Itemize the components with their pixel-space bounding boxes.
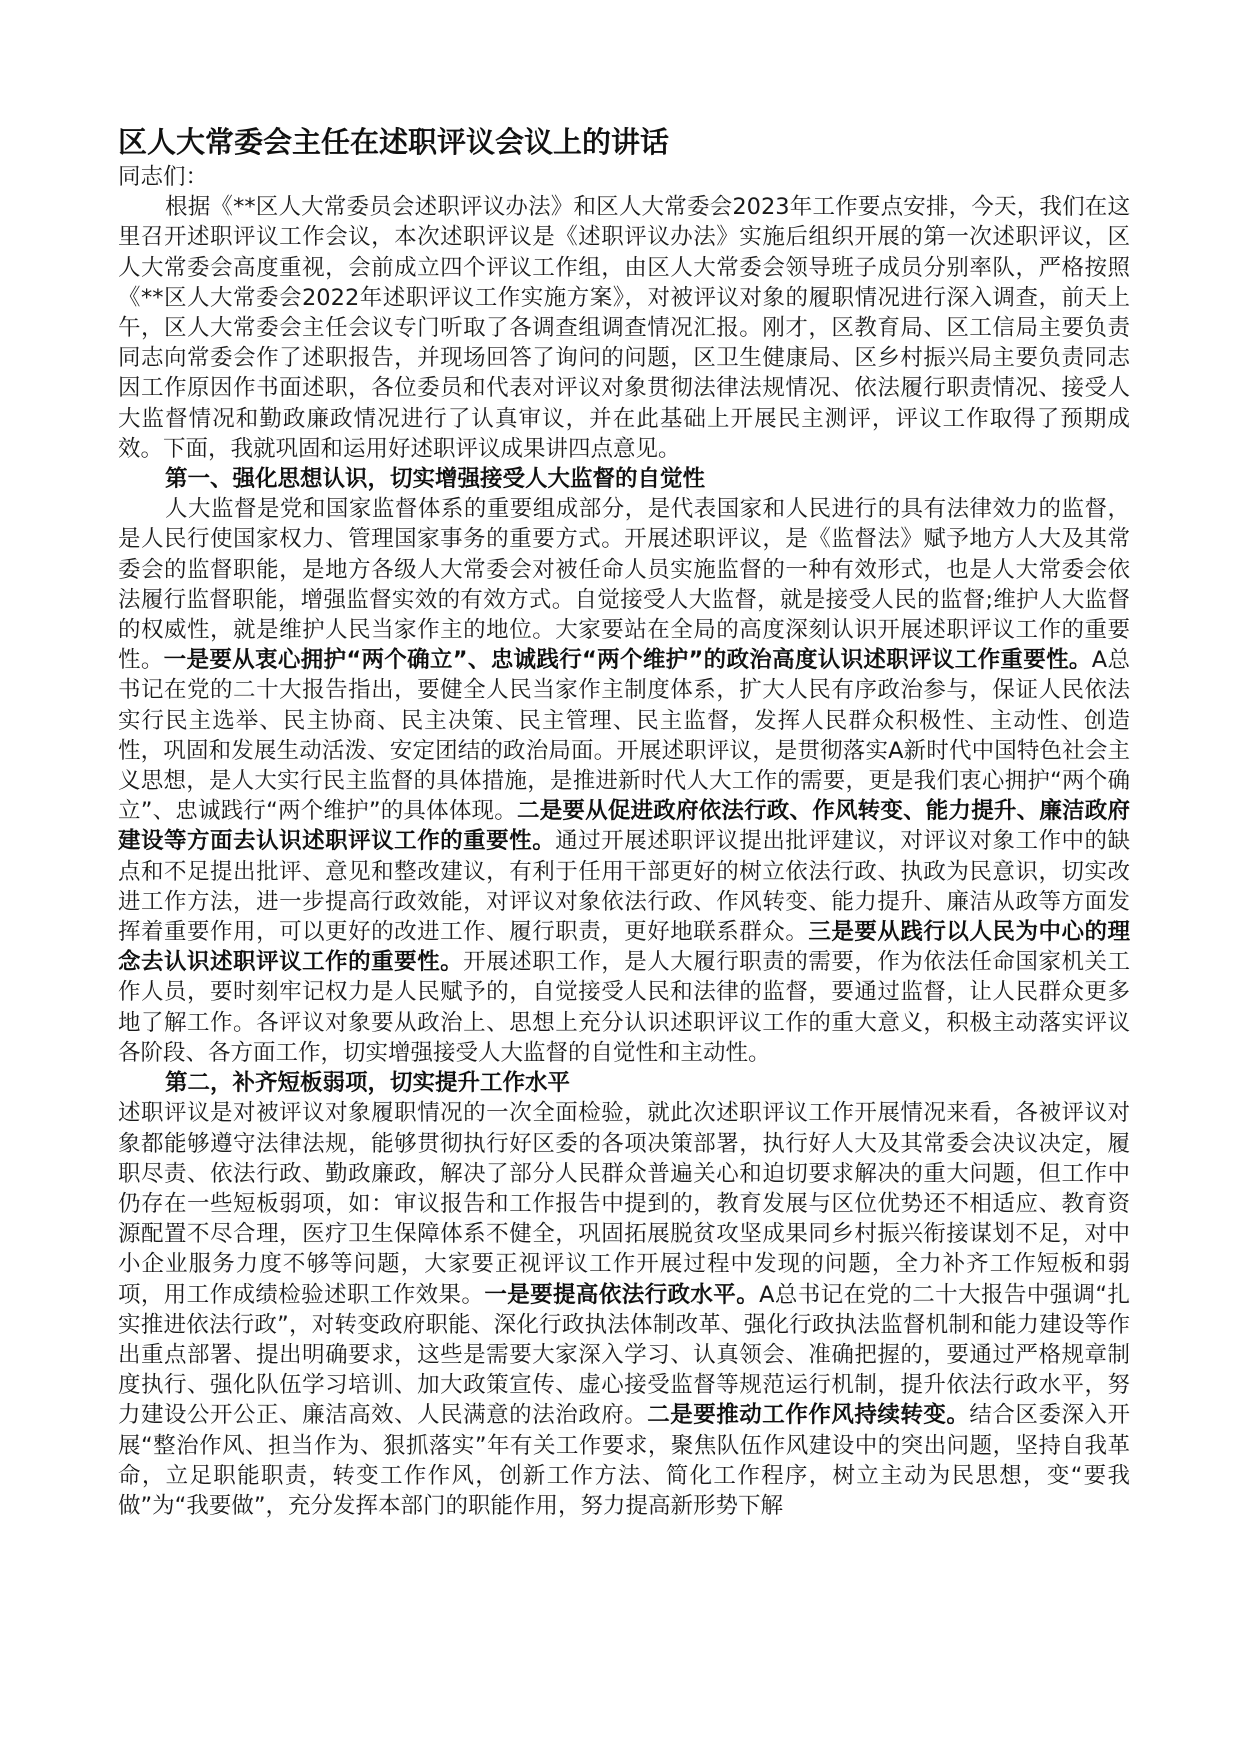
section-1-paragraph [118,494,1130,1068]
section-2-heading: 第二，补齐短板弱项，切实提升工作水平 [165,1070,571,1097]
paragraph-text: 通过开展述职评议提出批评建议，对评议对象工作中的缺点和不足提出批评、意见和整改建议，有利于任用干部更好的树立依法行政、执政为民意识，切实改进工作方法，进一步提高行政效能，对评议对象依法行政、作风转变、能力提升、廉洁从政等方面发挥着重要作用，可以更好的改进工作、履行职责，更好地联系群众。 [118,828,1130,946]
bold-point: 二是要推动工作作风持续转变。 [647,1402,970,1429]
paragraph-text: 开展述职工作，是人大履行职责的需要，作为依法任命国家机关工作人员，要时刻牢记权力是人民赋予的，自觉接受人民和法律的监督，要通过监督，让人民群众更多地了解工作。各评议对象要从政治上、思想上充分认识述职评议工作的重大意义，积极主动落实评议各阶段、各方面工作，切实增强接受人大监督的自觉性和主动性。 [118,949,1130,1066]
paragraph-text: A总书记在党的二十大报告中强调“扎实推进依法行政”，对转变政府职能、深化行政执法体制改革、强化行政执法监督机制和能力建设等作出重点部署、提出明确要求，这些是需要大家深入学习、认真领会、准确把握的，要通过严格规章制度执行、强化队伍学习培训、加大政策宣传、虚心接受监督等规范运行机制，提升依法行政水平，努力建设公开公正、廉洁高效、人民满意的法治政府。 [118,1281,1130,1429]
intro-paragraph [118,192,1130,464]
bold-point: 一是要提高依法行政水平。 [484,1281,760,1308]
salutation: 同志们： [118,164,209,190]
bold-point: 一是要从衷心拥护“两个确立”、忠诚践行“两个维护”的政治高度认识述职评议工作重要性。 [163,647,1092,674]
paragraph-text: A总书记在党的二十大报告指出，要健全人民当家作主制度体系，扩大人民有序政治参与，保证人民依法实行民主选举、民主协商、民主决策、民主管理、民主监督，发挥人民群众积极性、主动性、创造性，巩固和发展生动活泼、安定团结的政治局面。开展述职评议，是贯彻落实A新时代中国特色社会主义思想，是人大实行民主监督的具体措施，是推进新时代人大工作的需要，更是我们衷心拥护“两个确立”、忠诚践行“两个维护”的具体体现。 [118,647,1130,825]
bold-point: 二是要从促进政府依法行政、作风转变、能力提升、廉洁政府建设等方面去认识述职评议工作的重要性。 [118,798,1130,855]
section-1-heading: 第一、强化思想认识，切实增强接受人大监督的自觉性 [165,466,706,493]
paragraph-text: 结合区委深入开展“整治作风、担当作为、狠抓落实”年有关工作要求，聚焦队伍作风建设中的突出问题，坚持自我革命，立足职能职责，转变工作作风，创新工作方法、简化工作程序，树立主动为民思想，变“要我做”为“我要做”，充分发挥本部门的职能作用，努力提高新形势下解 [118,1402,1130,1519]
section-2-paragraph [118,1098,1130,1521]
paragraph-text: 人大监督是党和国家监督体系的重要组成部分，是代表国家和人民进行的具有法律效力的监督，是人民行使国家权力、管理国家事务的重要方式。开展述职评议，是《监督法》赋予地方人大及其常委会的监督职能，是地方各级人大常委会对被任命人员实施监督的一种有效形式，也是人大常委会依法履行监督职能，增强监督实效的有效方式。自觉接受人大监督，就是接受人民的监督;维护人大监督的权威性，就是维护人民当家作主的地位。大家要站在全局的高度深刻认识开展述职评议工作的重要性。 [118,496,1130,674]
paragraph-text: 述职评议是对被评议对象履职情况的一次全面检验，就此次述职评议工作开展情况来看，各被评议对象都能够遵守法律法规，能够贯彻执行好区委的各项决策部署，执行好人大及其常委会决议决定，履职尽责、依法行政、勤政廉政，解决了部分人民群众普遍关心和迫切要求解决的重大问题，但工作中仍存在一些短板弱项，如：审议报告和工作报告中提到的，教育发展与区位优势还不相适应、教育资源配置不尽合理，医疗卫生保障体系不健全，巩固拓展脱贫攻坚成果同乡村振兴衔接谋划不足，对中小企业服务力度不够等问题，大家要正视评议工作开展过程中发现的问题，全力补齐工作短板和弱项，用工作成绩检验述职工作效果。 [118,1100,1130,1308]
intro-text: 根据《**区人大常委员会述职评议办法》和区人大常委会2023年工作要点安排，今天，我们在这里召开述职评议工作会议，本次述职评议是《述职评议办法》实施后组织开展的第一次述职评议，区人大常委会高度重视，会前成立四个评议工作组，由区人大常委会领导班子成员分别率队，严格按照《**区人大常委会2022年述职评议工作实施方案》，对被评议对象的履职情况进行深入调查，前天上午，区人大常委会主任会议专门听取了各调查组调查情况汇报。刚才，区教育局、区工信局主要负责同志向常委会作了述职报告，并现场回答了询问的问题，区卫生健康局、区乡村振兴局主要负责同志因工作原因作书面述职，各位委员和代表对评议对象贯彻法律法规情况、依法履行职责情况、接受人大监督情况和勤政廉政情况进行了认真审议，并在此基础上开展民主测评，评议工作取得了预期成效。下面，我就巩固和运用好述职评议成果讲四点意见。 [118,194,1130,462]
document-content [118,122,1130,1521]
page-title: 区人大常委会主任在述职评议会议上的讲话 [118,125,670,159]
bold-point: 三是要从践行以人民为中心的理念去认识述职评议工作的重要性。 [118,919,1130,976]
document-body [118,162,1130,1521]
